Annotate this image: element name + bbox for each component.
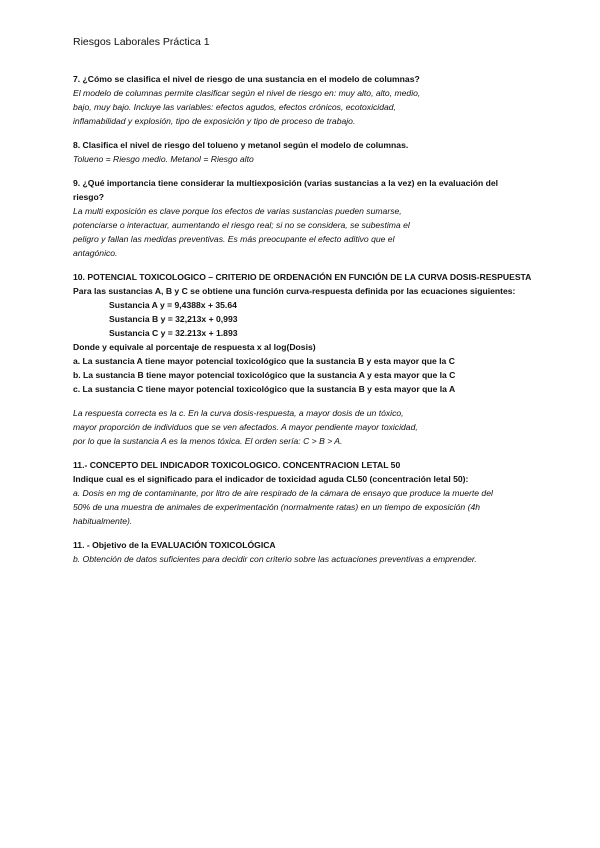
answer-8: Tolueno = Riesgo medio. Metanol = Riesgo alto	[73, 154, 254, 164]
option-a: a. La sustancia A tiene mayor potencial toxicológico que la sustancia B y esta mayor que la C	[73, 356, 455, 366]
answer-line: La multi exposición es clave porque los efectos de varias sustancias pueden sumarse,	[73, 206, 402, 216]
answer-9	[73, 204, 528, 260]
page-header: Riesgos Laborales Práctica 1	[73, 36, 210, 48]
answer-line: mayor proporción de individuos que se ven afectados. A mayor pendiente mayor toxicidad,	[73, 422, 418, 432]
question-10-title: 10. POTENCIAL TOXICOLOGICO – CRITERIO DE ORDENACIÓN EN FUNCIÓN DE LA CURVA DOSIS-RESPUESTA	[73, 272, 532, 282]
equation-c: Sustancia C y = 32.213x + 1.893	[109, 328, 238, 338]
question-line: 9. ¿Qué importancia tiene considerar la multiexposición (varias sustancias a la vez) en la evaluación del	[73, 178, 499, 188]
equation-a: Sustancia A y = 9,4388x + 35.64	[109, 300, 237, 310]
answer-line: inflamabilidad y explosión, tipo de exposición y tipo de proceso de trabajo.	[73, 116, 356, 126]
question-11-cl50-title: 11.- CONCEPTO DEL INDICADOR TOXICOLOGICO. CONCENTRACION LETAL 50	[73, 460, 401, 470]
question-8: 8. Clasifica el nivel de riesgo del tolueno y metanol según el modelo de columnas.	[73, 140, 409, 150]
answer-10	[73, 406, 528, 448]
answer-7	[73, 86, 528, 128]
answer-line: a. Dosis en mg de contaminante, por litro de aire respirado de la cámara de ensayo que produce la muerte del	[73, 488, 493, 498]
question-11-cl50: Indique cual es el significado para el indicador de toxicidad aguda CL50 (concentración letal 50):	[73, 474, 469, 484]
answer-line: por lo que la sustancia A es la menos tóxica. El orden sería: C > B > A.	[73, 436, 343, 446]
question-9	[73, 176, 528, 204]
document-body	[73, 72, 532, 566]
answer-line: antagónico.	[73, 248, 118, 258]
answer-11-cl50	[73, 486, 528, 528]
question-11-evaluation-title: 11. - Objetivo de la EVALUACIÓN TOXICOLÓGICA	[73, 540, 276, 550]
question-7: 7. ¿Cómo se clasifica el nivel de riesgo de una sustancia en el modelo de columnas?	[73, 74, 420, 84]
answer-line: bajo, muy bajo. Incluye las variables: efectos agudos, efectos crónicos, ecotoxicidad,	[73, 102, 396, 112]
answer-line: 50% de una muestra de animales de experimentación (normalmente ratas) en un tiempo de exposición (4h	[73, 502, 480, 512]
answer-line: habitualmente).	[73, 516, 133, 526]
question-10-intro: Para las sustancias A, B y C se obtiene una función curva-respuesta definida por las ecuaciones siguientes:	[73, 286, 516, 296]
option-b: b. La sustancia B tiene mayor potencial toxicológico que la sustancia A y esta mayor que la C	[73, 370, 456, 380]
equation-b: Sustancia B y = 32,213x + 0,993	[109, 314, 238, 324]
option-c: c. La sustancia C tiene mayor potencial toxicológico que la sustancia B y esta mayor que la A	[73, 384, 456, 394]
question-line: riesgo?	[73, 192, 105, 202]
question-10-note: Donde y equivale al porcentaje de respuesta x al log(Dosis)	[73, 342, 316, 352]
answer-11-evaluation: b. Obtención de datos suficientes para decidir con criterio sobre las actuaciones preventivas a emprender.	[73, 554, 477, 564]
answer-line: peligro y fallan las medidas preventivas. Es más preocupante el efecto aditivo que el	[73, 234, 395, 244]
answer-line: La respuesta correcta es la c. En la curva dosis-respuesta, a mayor dosis de un tóxico,	[73, 408, 404, 418]
answer-line: El modelo de columnas permite clasificar según el nivel de riesgo en: muy alto, alto, medio,	[73, 88, 421, 98]
answer-line: potenciarse o interactuar, aumentando el riesgo real; si no se considera, se subestima el	[73, 220, 410, 230]
